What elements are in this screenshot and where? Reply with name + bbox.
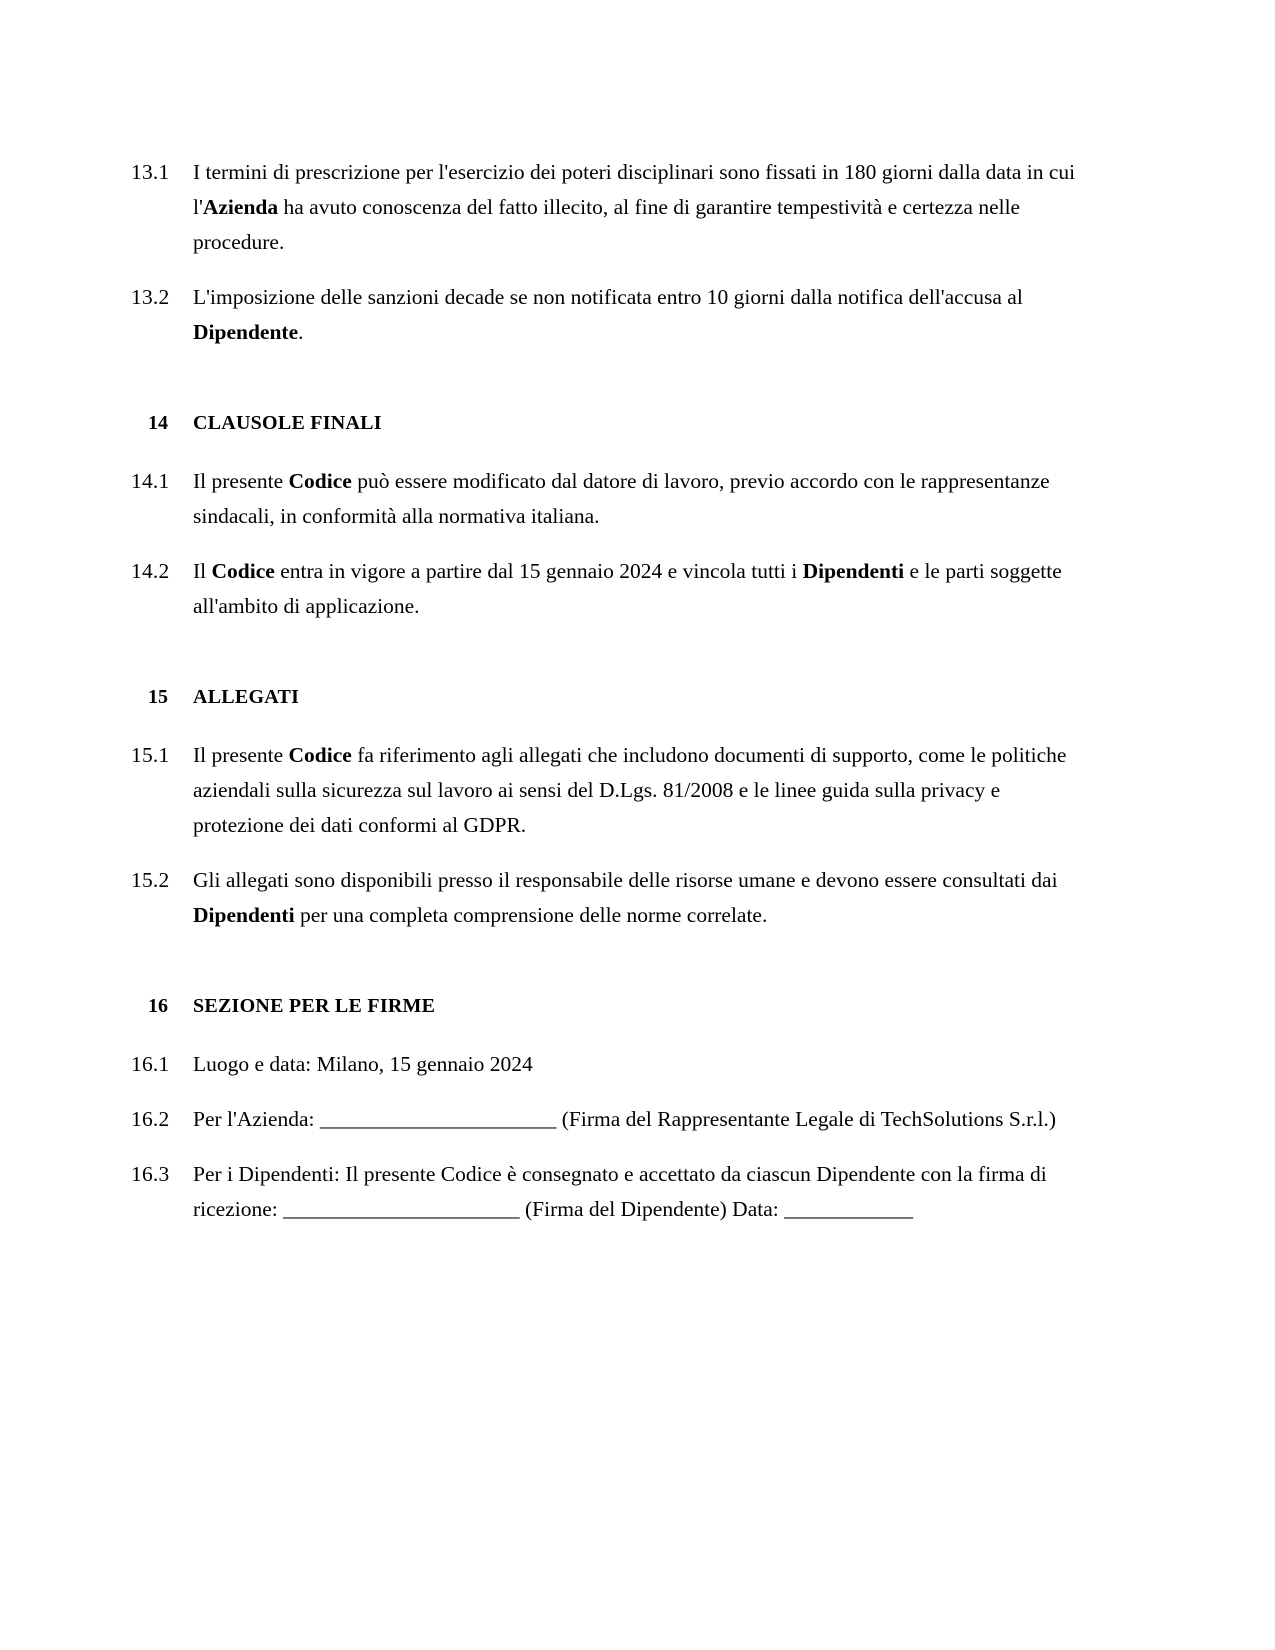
clause-number: 16.1 (131, 1052, 170, 1076)
section-number: 14 (148, 412, 168, 434)
emphasis-term: Dipendenti (193, 903, 295, 927)
text-run: . (298, 320, 304, 344)
emphasis-term: Dipendente (193, 320, 299, 344)
clause-number: 15.1 (131, 743, 170, 767)
signature-blank[interactable]: ______________________ (283, 1197, 520, 1221)
section-title: CLAUSOLE FINALI (193, 412, 382, 434)
clause-number: 13.2 (131, 285, 170, 309)
text-run: fa riferimento agli allegati che includono documenti di supporto, come le politiche aziendali sulla sicurezza sul lavoro ai sensi del D.Lgs. 81/2008 e le linee guida sulla privacy e protezione dei dati conformi al GDPR. (193, 743, 1067, 837)
text-run: e le parti soggette all'ambito di applicazione. (193, 559, 1062, 618)
text-run: può essere modificato dal datore di lavoro, previo accordo con le rappresentanze sindacali, in conformità alla normativa italiana. (193, 469, 1050, 528)
text-run: Il presente (193, 743, 289, 767)
clause-text (193, 155, 1077, 260)
signature-blank[interactable]: ______________________ (319, 1107, 557, 1131)
emphasis-term: Dipendenti (802, 559, 905, 583)
clause-text (193, 738, 1077, 843)
clause-number: 14.2 (131, 559, 170, 583)
section-title: ALLEGATI (193, 686, 300, 708)
clause-text (193, 554, 1077, 624)
emphasis-term: Azienda (202, 195, 279, 219)
section-14 (131, 408, 1077, 438)
clause-number: 14.1 (131, 469, 170, 493)
clause-15-2 (131, 863, 1077, 933)
section-number: 15 (148, 686, 168, 708)
clause-16-3 (131, 1157, 1077, 1227)
text-run: Il presente (193, 469, 289, 493)
text-run: entra in vigore a partire dal 15 gennaio 2024 e vincola tutti i (274, 559, 803, 583)
section-title: SEZIONE PER LE FIRME (193, 995, 436, 1017)
clause-16-1 (131, 1047, 1077, 1082)
section-16 (131, 991, 1077, 1021)
clause-13-2 (131, 280, 1077, 350)
text-run: I termini di prescrizione per l'esercizio dei poteri disciplinari sono fissati in 180 giorni dalla data in cui l' (193, 160, 1076, 219)
text-run: Luogo e data: Milano, 15 gennaio 2024 (193, 1052, 533, 1076)
emphasis-term: Codice (288, 743, 352, 767)
section-number: 16 (148, 995, 168, 1017)
clause-number: 13.1 (131, 160, 170, 184)
clause-14-2 (131, 554, 1077, 624)
text-run: Il (193, 559, 212, 583)
text-run: (Firma del Rappresentante Legale di TechSolutions S.r.l.) (556, 1107, 1057, 1131)
emphasis-term: Codice (211, 559, 275, 583)
clause-13-1 (131, 155, 1077, 260)
clause-text (193, 280, 1077, 350)
text-run: ha avuto conoscenza del fatto illecito, al fine di garantire tempestività e certezza nelle procedure. (193, 195, 1021, 254)
clause-text (193, 1157, 1077, 1227)
section-15 (131, 682, 1077, 712)
text-run: per una completa comprensione delle norme correlate. (294, 903, 768, 927)
text-run: Per l'Azienda: (193, 1107, 320, 1131)
text-run: Per i Dipendenti: Il presente Codice è consegnato e accettato da ciascun Dipendente con la firma di ricezione: (193, 1162, 1047, 1221)
clause-15-1 (131, 738, 1077, 843)
clause-text (193, 1047, 1077, 1082)
clause-16-2 (131, 1102, 1077, 1137)
clause-number: 16.2 (131, 1107, 170, 1131)
clause-text (193, 464, 1077, 534)
signature-blank[interactable]: ____________ (784, 1197, 914, 1221)
clause-number: 15.2 (131, 868, 170, 892)
clause-text (193, 1102, 1077, 1137)
emphasis-term: Codice (288, 469, 352, 493)
text-run: L'imposizione delle sanzioni decade se non notificata entro 10 giorni dalla notifica dell'accusa al (193, 285, 1023, 309)
clause-14-1 (131, 464, 1077, 534)
clause-text (193, 863, 1077, 933)
document-body (131, 155, 1077, 1247)
clause-number: 16.3 (131, 1162, 170, 1186)
text-run: (Firma del Dipendente) Data: (519, 1197, 785, 1221)
text-run: Gli allegati sono disponibili presso il responsabile delle risorse umane e devono essere consultati dai (193, 868, 1058, 892)
